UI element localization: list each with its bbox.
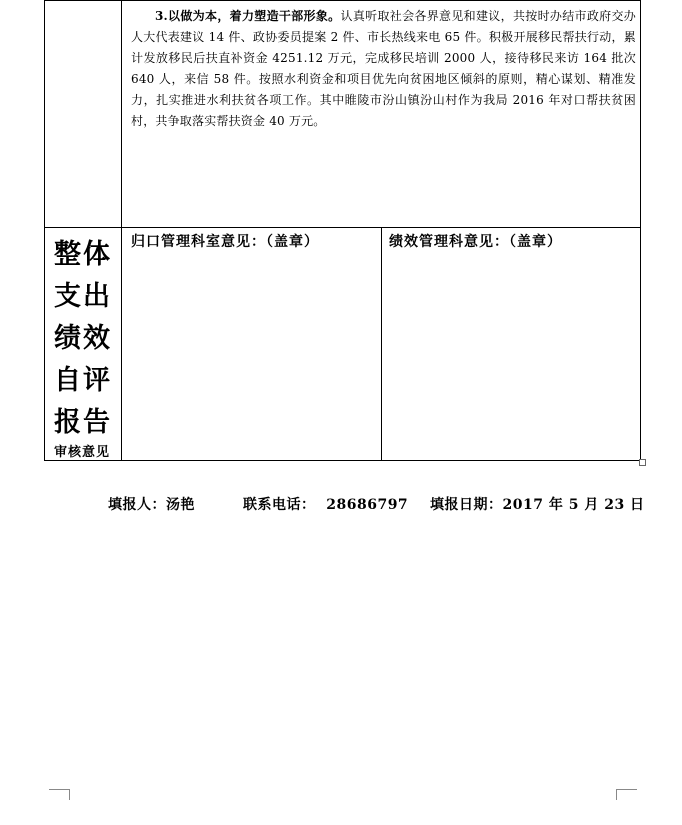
side-label-3: 绩效 [54, 323, 112, 354]
dept-opinion-label: 归口管理科室意见：（盖章） [131, 234, 319, 250]
side-label-4: 自评 [54, 365, 112, 396]
page-corner-mark-left [49, 789, 70, 800]
opinion-divider [381, 227, 382, 461]
side-label-5: 报告 [54, 407, 112, 438]
table-right-border [640, 0, 641, 461]
side-label-1: 整体 [54, 239, 112, 270]
paragraph-body: 认真听取社会各界意见和建议，共按时办结市政府交办人大代表建议 14 件、政协委员提案 2 件、市长热线来电 65 件。积极开展移民帮扶行动，累计发放移民后扶直补资金 4251.12 万元，完成移民培训 2000 人，接待移民来访 164 批次 640 人，来信 58 件。按照水利资金和项目优先向贫困地区倾斜的原则，精心谋划、精准发力，扎实推进水利扶贫各项工作。其中睢陵市汾山镇汾山村作为我局 2016 年对口帮扶贫困村，共争取落实帮扶资金 40 万元。 [131, 9, 636, 128]
page-corner-mark-right [616, 789, 637, 800]
summary-paragraph [131, 6, 636, 132]
table-resize-handle[interactable] [639, 459, 646, 466]
side-label-2: 支出 [54, 281, 112, 312]
side-label-review: 审核意见 [54, 445, 111, 460]
label-column-divider [121, 0, 122, 461]
fill-date: 填报日期：2017 年 5 月 23 日 [430, 497, 645, 513]
table-left-border [44, 0, 45, 461]
table-top-border [44, 0, 641, 1]
section-divider [44, 227, 641, 228]
performance-opinion-label: 绩效管理科意见：（盖章） [389, 234, 562, 250]
filler-name: 填报人：汤艳 [108, 497, 195, 513]
table-bottom-border [44, 460, 641, 461]
paragraph-heading: 3.以做为本，着力塑造干部形象。 [155, 9, 341, 23]
contact-phone: 联系电话： 28686797 [243, 497, 409, 513]
